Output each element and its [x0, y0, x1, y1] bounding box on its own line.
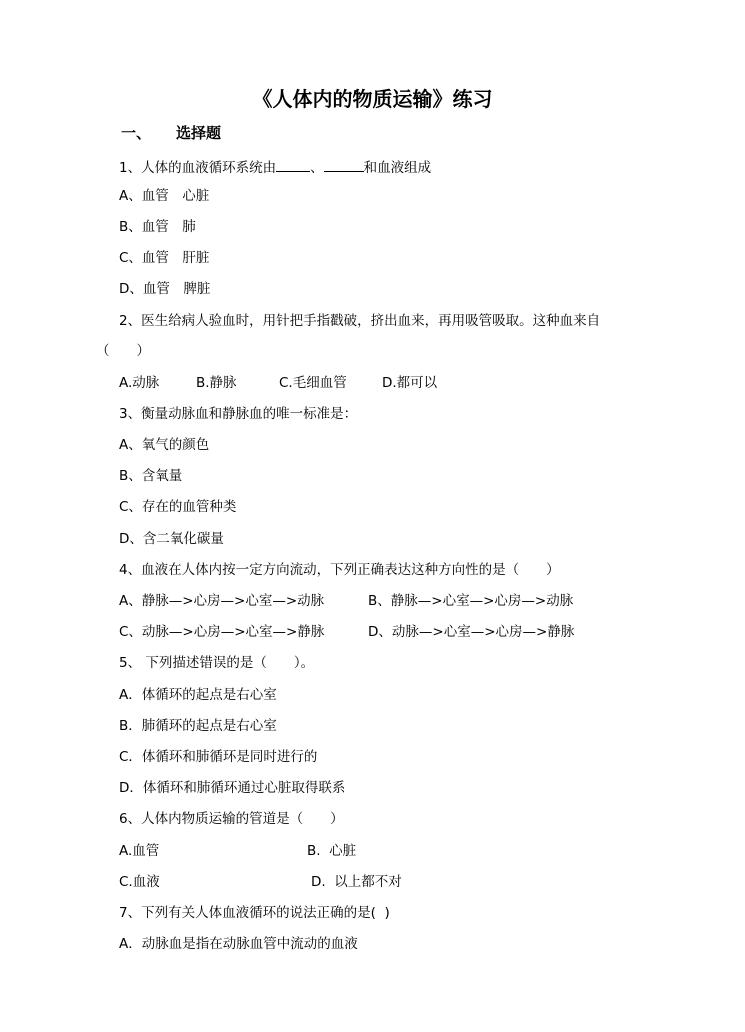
question-4-option-c: C、动脉—>心房—>心室—>静脉	[119, 624, 325, 640]
question-2-option-a: A.动脉	[119, 375, 160, 391]
question-6-option-c: C.血液	[119, 874, 160, 890]
question-7-option-a: A．动脉血是指在动脉血管中流动的血液	[119, 936, 358, 952]
question-4-stem: 4、血液在人体内按一定方向流动，下列正确表达这种方向性的是（ ）	[119, 562, 560, 578]
question-1-option-b: B、血管 肺	[119, 219, 196, 235]
question-2-option-b: B.静脉	[196, 375, 237, 391]
question-1-separator: 、	[310, 160, 324, 176]
question-4-option-b: B、静脉—>心室—>心房—>动脉	[368, 593, 574, 609]
question-2-stem: 2、医生给病人验血时，用针把手指戳破，挤出血来，再用吸管吸取。这种血来自	[119, 313, 601, 329]
question-4-option-d: D、动脉—>心室—>心房—>静脉	[368, 624, 575, 640]
question-1-option-c: C、血管 肝脏	[119, 250, 210, 266]
question-1-option-d: D、血管 脾脏	[119, 281, 211, 297]
question-5-option-b: B．肺循环的起点是右心室	[119, 718, 277, 734]
section-heading: 选择题	[176, 124, 222, 142]
answer-blank-2	[324, 158, 364, 172]
question-1-stem-start: 1、人体的血液循环系统由	[119, 160, 277, 176]
page-title: 《人体内的物质运输》练习	[252, 87, 493, 111]
section-number: 一、	[121, 124, 152, 142]
question-5-option-a: A．体循环的起点是右心室	[119, 687, 277, 703]
question-1-stem-end: 和血液组成	[363, 160, 432, 176]
question-5-stem: 5、 下列描述错误的是（ ）。	[119, 655, 315, 671]
question-3-option-c: C、存在的血管种类	[119, 499, 237, 515]
question-2-stem-continuation: （ ）	[96, 343, 150, 359]
question-2-option-c: C.毛细血管	[279, 375, 347, 391]
question-2-option-d: D.都可以	[382, 375, 438, 391]
question-1-stem	[119, 158, 431, 176]
question-4-option-a: A、静脉—>心房—>心室—>动脉	[119, 593, 325, 609]
question-6-option-d: D. 以上都不对	[311, 874, 402, 890]
answer-blank-1	[276, 158, 310, 172]
question-3-option-b: B、含氧量	[119, 468, 183, 484]
question-1-option-a: A、血管 心脏	[119, 188, 210, 204]
question-3-option-d: D、含二氧化碳量	[119, 531, 224, 547]
question-6-option-a: A.血管	[119, 843, 160, 859]
question-6-option-b: B. 心脏	[307, 843, 357, 859]
question-3-option-a: A、氧气的颜色	[119, 437, 210, 453]
question-6-stem: 6、人体内物质运输的管道是（ ）	[119, 811, 344, 827]
question-5-option-c: C．体循环和肺循环是同时进行的	[119, 749, 318, 765]
question-3-stem: 3、衡量动脉血和静脉血的唯一标准是：	[119, 406, 358, 422]
question-7-stem: 7、下列有关人体血液循环的说法正确的是( )	[119, 905, 390, 921]
question-5-option-d: D．体循环和肺循环通过心脏取得联系	[119, 780, 346, 796]
